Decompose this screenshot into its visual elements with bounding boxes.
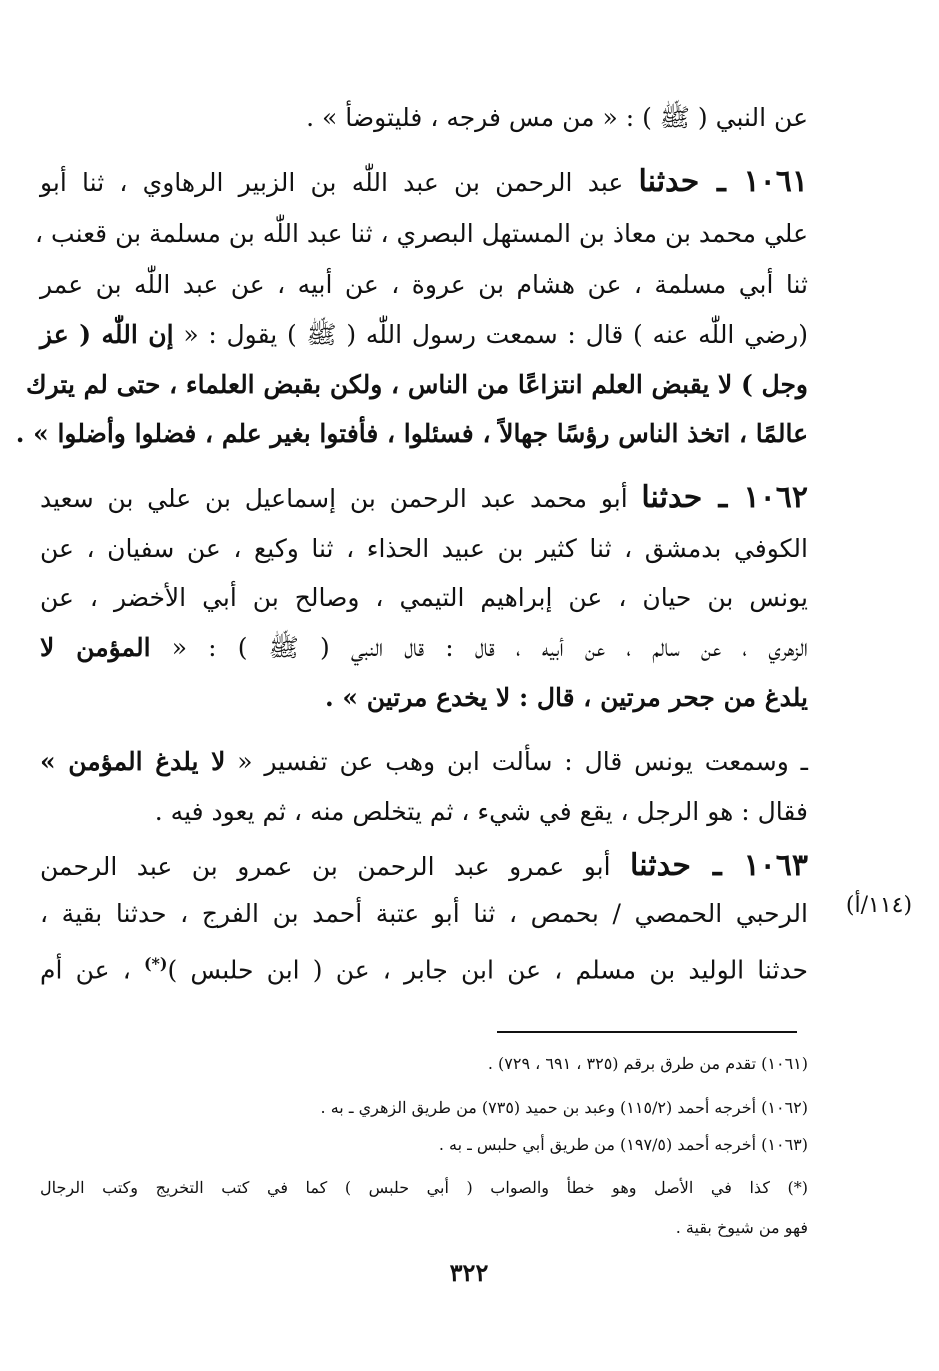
- text-line: يونس بن حيان ، عن إبراهيم التيمي ، وصالح بن أبي الأخضر ، عن: [40, 583, 808, 612]
- text-line: حدثنا الوليد بن مسلم ، عن ابن جابر ، عن ( ابن حلبس )(*) ، عن أم: [40, 954, 808, 985]
- page-number: ٣٢٢: [449, 1258, 489, 1287]
- hadith-1062-line: ١٠٦٢ ـ حدثنا أبو محمد عبد الرحمن بن إسماعيل بن علي بن سعيد: [40, 480, 808, 515]
- text-line: ـ وسمعت يونس قال : سألت ابن وهب عن تفسير « لا يلدغ المؤمن »: [40, 747, 808, 776]
- text-line: ثنا أبي مسلمة ، عن هشام بن عروة ، عن أبيه ، عن عبد اللّٰه بن عمر: [40, 270, 808, 299]
- hadith-number: ١٠٦١ ـ حدثنا: [638, 164, 808, 199]
- text-line: الزهري ، عن سالم ، عن أبيه ، قال : قال النبي ( ﷺ ) : « المؤمن لا: [40, 633, 808, 662]
- footnote: فهو من شيوخ بقية .: [675, 1218, 808, 1237]
- footnote: (١٠٦٣) أخرجه أحمد (١٩٧/٥) من طريق أبي حلبس ـ به .: [438, 1135, 808, 1154]
- footnote: (١٠٦١) تقدم من طرق برقم (٣٢٥ ، ٦٩١ ، ٧٢٩) .: [487, 1054, 808, 1073]
- text-line: الرحبي الحمصي / بحمص ، ثنا أبو عتبة أحمد بن الفرج ، حدثنا بقية ،: [40, 899, 808, 928]
- text-line: (رضي اللّٰه عنه ) قال : سمعت رسول اللّٰه ( ﷺ ) يقول : « إن اللّٰه ( عز: [40, 320, 809, 349]
- hadith-number: ١٠٦٣ ـ حدثنا: [630, 848, 809, 883]
- text-line: يلدغ من جحر مرتين ، قال : لا يخدع مرتين » .: [324, 683, 808, 712]
- footnote-divider: [497, 1031, 797, 1033]
- text-line: فقال : هو الرجل ، يقع في شيء ، ثم يتخلص منه ، ثم يعود فيه .: [154, 797, 808, 826]
- hadith-1061-line: ١٠٦١ ـ حدثنا عبد الرحمن بن عبد اللّٰه بن الزبير الرهاوي ، ثنا أبو: [40, 164, 808, 199]
- footnote: (١٠٦٢) أخرجه أحمد (١١٥/٢) وعبد بن حميد (٧٣٥) من طريق الزهري ـ به .: [320, 1098, 808, 1117]
- text-line: عالمًا ، اتخذ الناس رؤسًا جهالاً ، فسئلوا ، فأفتوا بغير علم ، فضلوا وأضلوا » .: [15, 419, 808, 448]
- hadith-1063-line: ١٠٦٣ ـ حدثنا أبو عمرو عبد الرحمن بن عمرو بن عبد الرحمن: [40, 848, 809, 883]
- text-line: الكوفي بدمشق ، ثنا كثير بن عبيد الحذاء ، ثنا وكيع ، عن سفيان ، عن: [40, 534, 808, 563]
- hadith-number: ١٠٦٢ ـ حدثنا: [641, 480, 808, 515]
- manuscript-folio-note: (١١٤/أ): [845, 893, 913, 918]
- footnote: (*) كذا في الأصل وهو خطأ والصواب ( أبي حلبس ) كما في كتب التخريج وكتب الرجال: [40, 1178, 808, 1197]
- text-line: علي محمد بن معاذ بن المستهل البصري ، ثنا عبد اللّٰه بن مسلمة بن قعنب ،: [35, 219, 808, 248]
- text-line: وجل ) لا يقبض العلم انتزاعًا من الناس ، ولكن بقبض العلماء ، حتى لم يترك: [26, 370, 808, 399]
- text-line: عن النبي ( ﷺ ) : « من مس فرجه ، فليتوضأ » .: [306, 103, 808, 132]
